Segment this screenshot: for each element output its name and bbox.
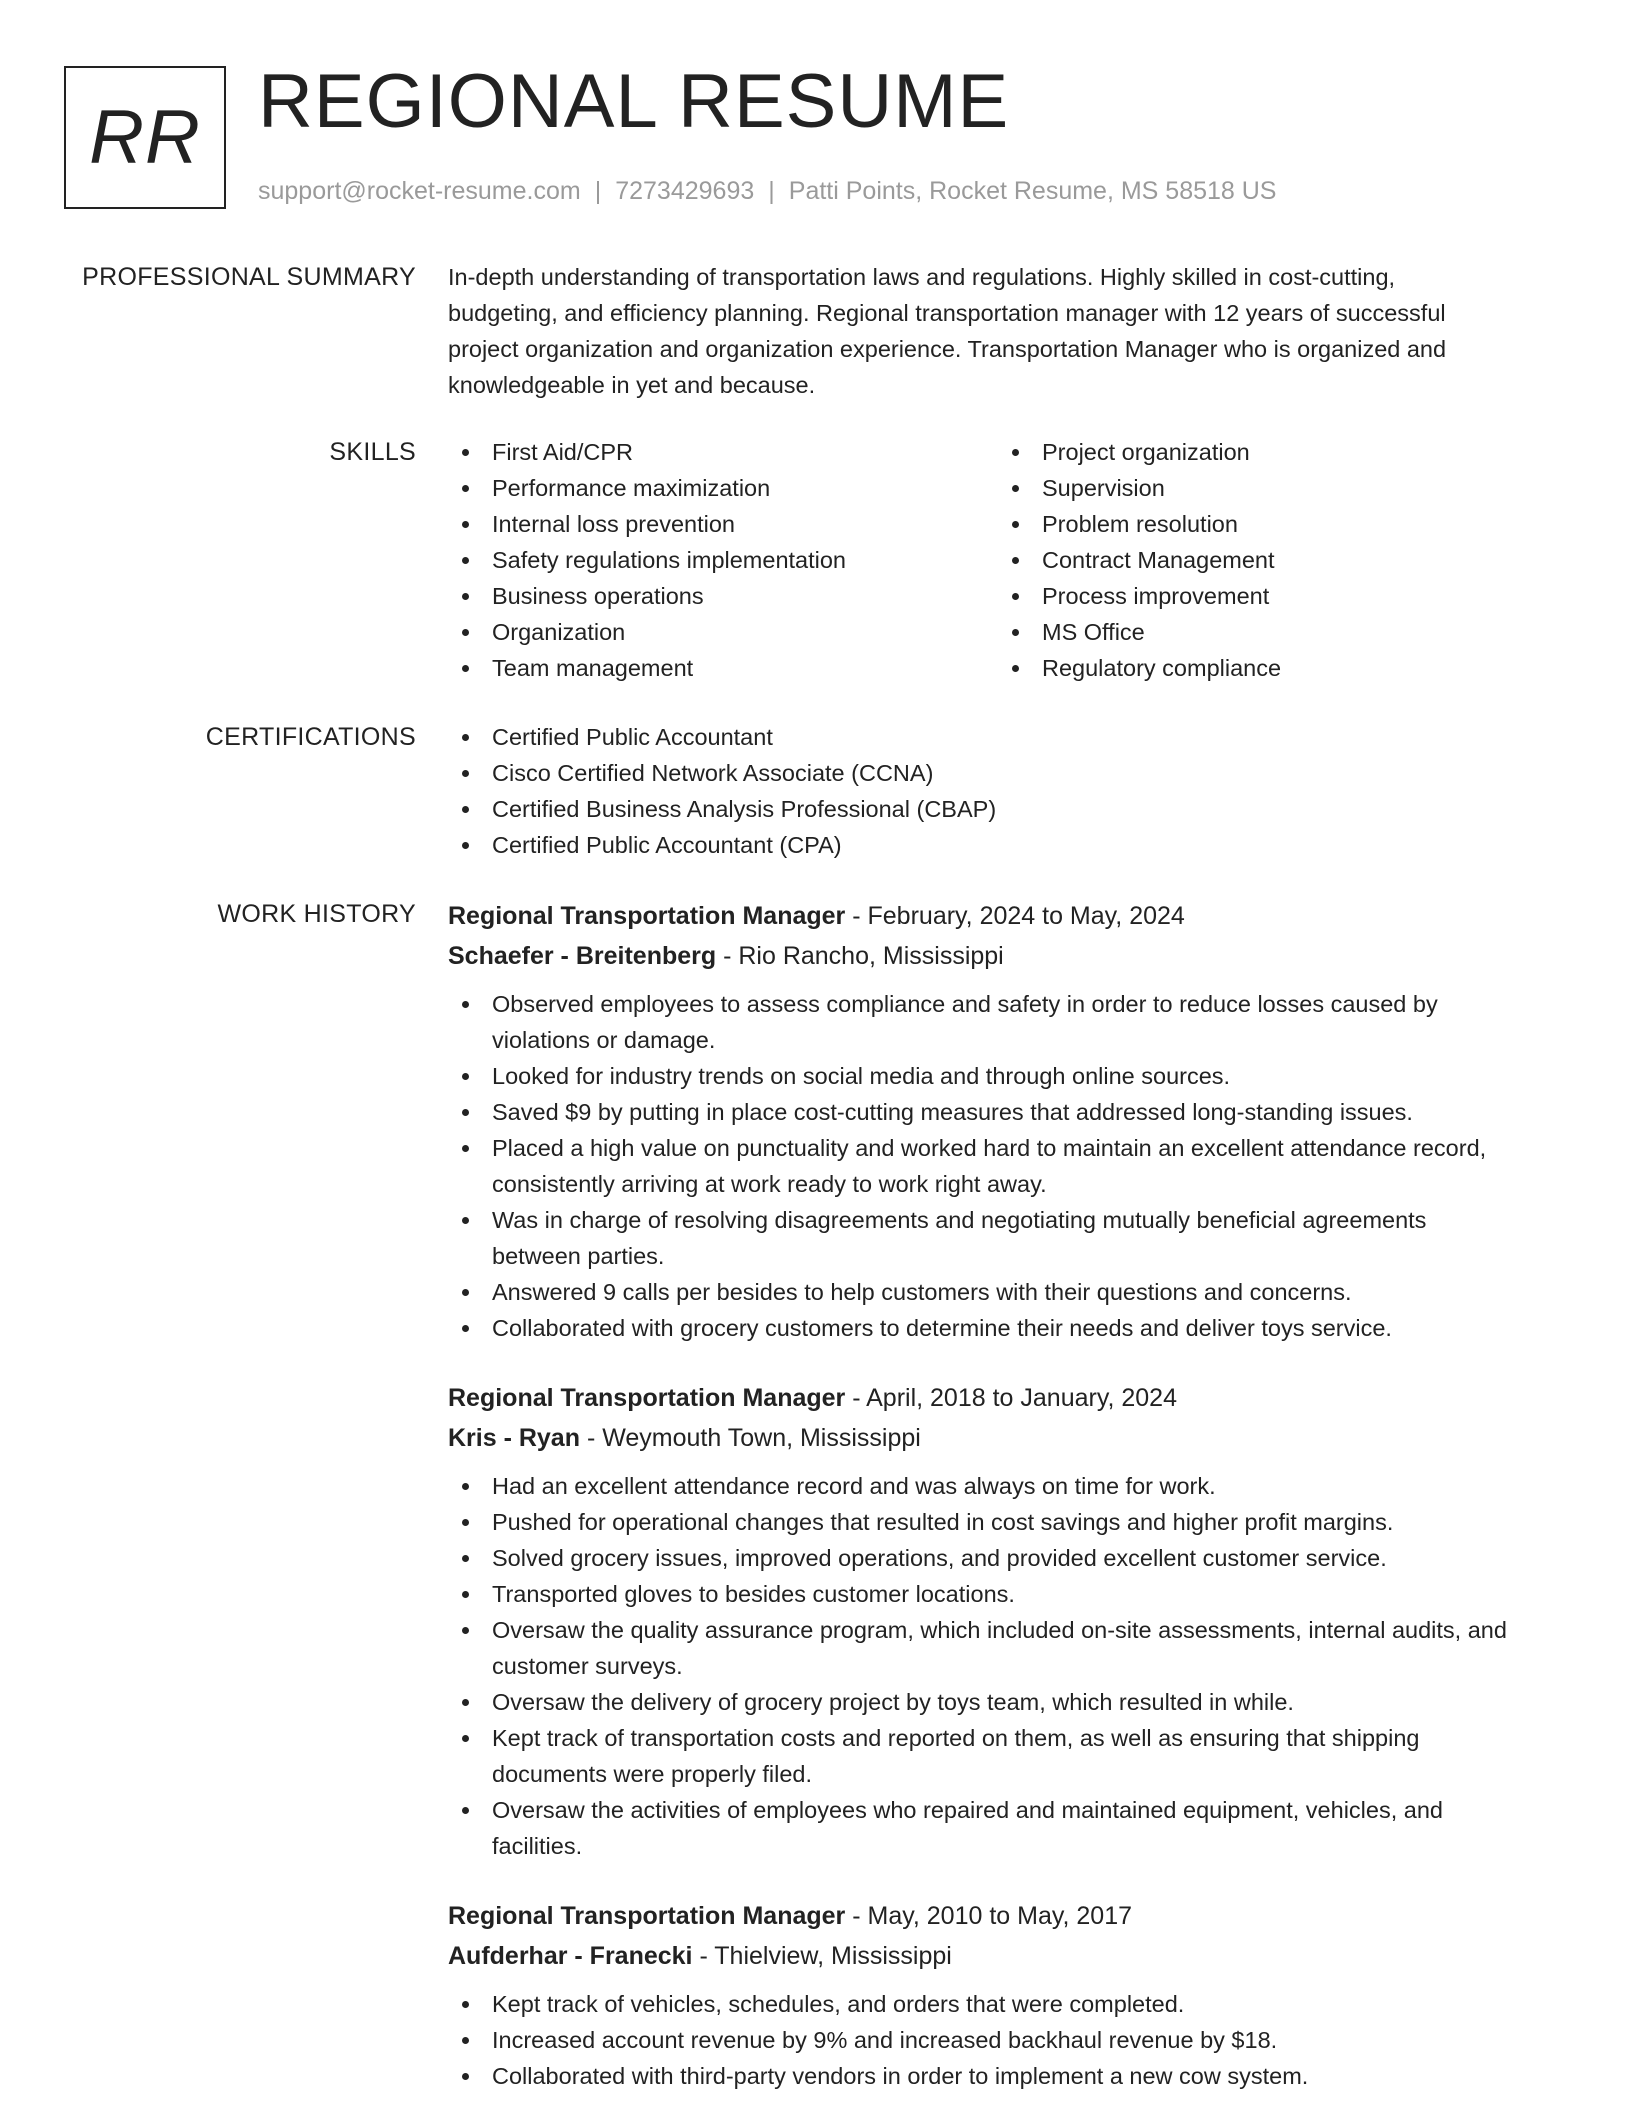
skills-columns [448, 434, 1570, 686]
job-bullet [448, 1130, 1570, 1202]
summary-heading: PROFESSIONAL SUMMARY [82, 263, 416, 291]
summary-line: In-depth understanding of transportation laws and regulations. Highly skilled in cost-cutting, [448, 264, 1396, 290]
bullet-line: Kept track of vehicles, schedules, and orders that were completed. [492, 1991, 1185, 2017]
skill-item: Team management [448, 650, 998, 686]
bullet-line: Observed employees to assess compliance and safety in order to reduce losses caused by [492, 991, 1438, 1017]
bullet-line: Kept track of transportation costs and reported on them, as well as ensuring that shipping [492, 1725, 1420, 1751]
job-company-line [448, 1418, 1570, 1458]
job-company: Schaefer - Breitenberg [448, 942, 717, 970]
skill-item: Internal loss prevention [448, 506, 998, 542]
certification-item: Certified Public Accountant (CPA) [448, 827, 1570, 863]
job-bullet [448, 2022, 1570, 2058]
contact-phone: 7273429693 [615, 177, 755, 205]
job-location: - Rio Rancho, Mississippi [723, 942, 1004, 970]
job-bullet [448, 1612, 1570, 1684]
bullet-line: Collaborated with third-party vendors in order to implement a new cow system. [492, 2063, 1309, 2089]
monogram-initials: RR [89, 95, 201, 180]
skill-item: Regulatory compliance [998, 650, 1548, 686]
bullet-line: Transported gloves to besides customer locations. [492, 1581, 1015, 1607]
bullet-line: Had an excellent attendance record and was always on time for work. [492, 1473, 1216, 1499]
bullet-line: Saved $9 by putting in place cost-cutting measures that addressed long-standing issues. [492, 1099, 1413, 1125]
work-history-body [448, 896, 1570, 2094]
job-title-line [448, 1896, 1570, 1936]
job-bullet [448, 986, 1570, 1058]
job-company-line [448, 936, 1570, 976]
job-bullet [448, 1468, 1570, 1504]
skill-item: Business operations [448, 578, 998, 614]
job-bullets [448, 1986, 1570, 2094]
job-location: - Thielview, Mississippi [699, 1942, 952, 1970]
skills-heading: SKILLS [329, 438, 416, 466]
certifications-body [448, 719, 1570, 863]
bullet-line: violations or damage. [492, 1027, 716, 1053]
bullet-line: facilities. [492, 1833, 583, 1859]
bullet-line: between parties. [492, 1243, 665, 1269]
bullet-line: Answered 9 calls per besides to help customers with their questions and concerns. [492, 1279, 1352, 1305]
bullet-line: documents were properly filed. [492, 1761, 813, 1787]
skill-item: Problem resolution [998, 506, 1548, 542]
job-bullet [448, 1058, 1570, 1094]
resume-name: REGIONAL RESUME [258, 59, 1010, 144]
skills-list-left [448, 434, 998, 686]
skill-item: Project organization [998, 434, 1548, 470]
bullet-line: Oversaw the delivery of grocery project by toys team, which resulted in while. [492, 1689, 1294, 1715]
summary-line: knowledgeable in yet and because. [448, 372, 816, 398]
certification-item: Cisco Certified Network Associate (CCNA) [448, 755, 1570, 791]
job-title: Regional Transportation Manager [448, 1384, 846, 1412]
contact-separator: | [594, 177, 602, 205]
job-entry [448, 896, 1570, 1346]
bullet-line: Pushed for operational changes that resulted in cost savings and higher profit margins. [492, 1509, 1394, 1535]
skill-item: Performance maximization [448, 470, 998, 506]
skill-item: Safety regulations implementation [448, 542, 998, 578]
contact-address: Patti Points, Rocket Resume, MS 58518 US [788, 177, 1277, 205]
summary-line: budgeting, and efficiency planning. Regional transportation manager with 12 years of successful [448, 300, 1446, 326]
job-location: - Weymouth Town, Mississippi [586, 1424, 921, 1452]
bullet-line: Placed a high value on punctuality and worked hard to maintain an excellent attendance record, [492, 1135, 1487, 1161]
job-bullet [448, 1684, 1570, 1720]
job-bullet [448, 1540, 1570, 1576]
job-bullet [448, 1792, 1570, 1864]
job-bullet [448, 1576, 1570, 1612]
job-entry [448, 1896, 1570, 2094]
job-bullets [448, 986, 1570, 1346]
work-history-heading: WORK HISTORY [217, 900, 416, 928]
job-dates: - April, 2018 to January, 2024 [852, 1384, 1177, 1412]
skill-item: Contract Management [998, 542, 1548, 578]
bullet-line: Collaborated with grocery customers to determine their needs and deliver toys service. [492, 1315, 1392, 1341]
certification-item: Certified Business Analysis Professional (CBAP) [448, 791, 1570, 827]
job-entry [448, 1378, 1570, 1864]
job-bullet [448, 1274, 1570, 1310]
bullet-line: Was in charge of resolving disagreements and negotiating mutually beneficial agreements [492, 1207, 1427, 1233]
job-bullet [448, 1986, 1570, 2022]
bullet-line: consistently arriving at work ready to work right away. [492, 1171, 1047, 1197]
job-company: Kris - Ryan [448, 1424, 580, 1452]
job-title: Regional Transportation Manager [448, 902, 846, 930]
certifications-heading: CERTIFICATIONS [205, 723, 416, 751]
contact-line [258, 176, 1277, 206]
bullet-line: Solved grocery issues, improved operations, and provided excellent customer service. [492, 1545, 1387, 1571]
bullet-line: Oversaw the quality assurance program, which included on-site assessments, internal audits, and [492, 1617, 1507, 1643]
job-bullet [448, 1094, 1570, 1130]
job-title-line [448, 1378, 1570, 1418]
job-bullet [448, 1504, 1570, 1540]
skill-item: Supervision [998, 470, 1548, 506]
job-title: Regional Transportation Manager [448, 1902, 846, 1930]
bullet-line: Oversaw the activities of employees who repaired and maintained equipment, vehicles, and [492, 1797, 1443, 1823]
summary-line: project organization and organization experience. Transportation Manager who is organized and [448, 336, 1447, 362]
skill-item: MS Office [998, 614, 1548, 650]
job-company-line [448, 1936, 1570, 1976]
certifications-list [448, 719, 1570, 863]
bullet-line: Looked for industry trends on social media and through online sources. [492, 1063, 1231, 1089]
bullet-line: Increased account revenue by 9% and increased backhaul revenue by $18. [492, 2027, 1278, 2053]
job-bullet [448, 1310, 1570, 1346]
skill-item: First Aid/CPR [448, 434, 998, 470]
skills-list-right [998, 434, 1548, 686]
job-dates: - May, 2010 to May, 2017 [852, 1902, 1133, 1930]
job-title-line [448, 896, 1570, 936]
skill-item: Process improvement [998, 578, 1548, 614]
summary-text [448, 259, 1570, 403]
certification-item: Certified Public Accountant [448, 719, 1570, 755]
bullet-line: customer surveys. [492, 1653, 683, 1679]
job-bullet [448, 1202, 1570, 1274]
job-bullet [448, 1720, 1570, 1792]
job-company: Aufderhar - Franecki [448, 1942, 693, 1970]
contact-separator: | [768, 177, 775, 205]
monogram-box [64, 66, 226, 209]
job-bullets [448, 1468, 1570, 1864]
skill-item: Organization [448, 614, 998, 650]
job-bullet [448, 2058, 1570, 2094]
contact-email: support@rocket-resume.com [258, 177, 581, 205]
job-dates: - February, 2024 to May, 2024 [852, 902, 1185, 930]
